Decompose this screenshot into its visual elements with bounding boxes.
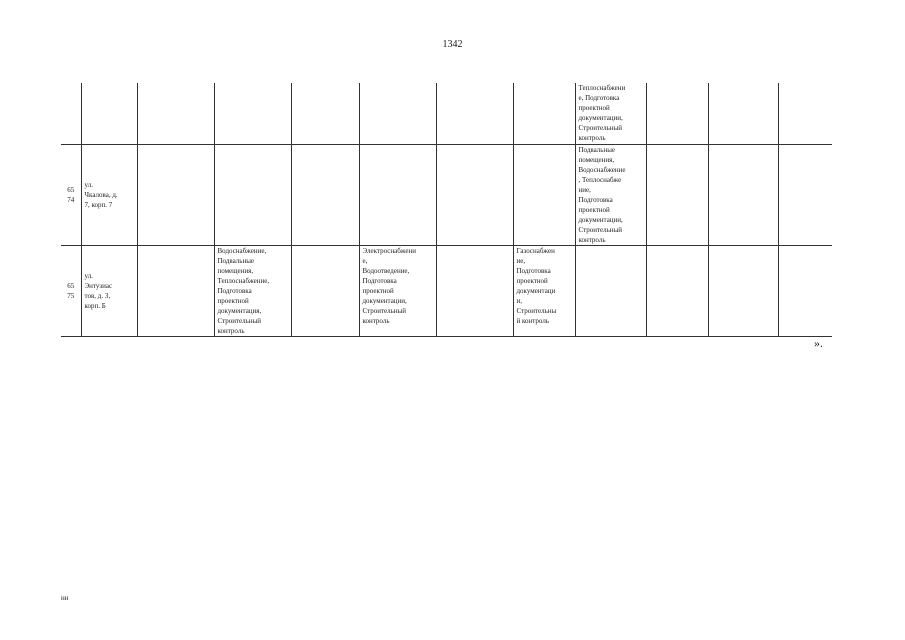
work-types-cell: Электроснабжени е, Водоотведение, Подготовка проектной документации, Строительный контроль	[359, 245, 436, 336]
table-row	[61, 83, 832, 144]
work-types-cell: Подвальные помещения, Водоснабжение , Теплоснабже ние, Подготовка проектной документации, Строительный контроль	[575, 144, 646, 245]
work-types-cell: Теплоснабжени е, Подготовка проектной документации, Строительный контроль	[575, 83, 646, 144]
table-cell	[214, 144, 291, 245]
table-cell	[646, 83, 708, 144]
work-types-cell: Водоснабжение, Подвальные помещения, Теплоснабжение, Подготовка проектной документация, Строительный контроль	[214, 245, 291, 336]
address-table	[61, 83, 832, 337]
table-cell	[291, 83, 359, 144]
address-cell: ул. Чкалова, д. 7, корп. 7	[81, 144, 137, 245]
row-number-cell	[61, 83, 81, 144]
table-cell	[513, 83, 575, 144]
row-number-cell: 65 75	[61, 245, 81, 336]
table-cell	[436, 245, 513, 336]
table-cell	[708, 83, 778, 144]
table-cell	[436, 83, 513, 144]
table-cell	[708, 144, 778, 245]
address-cell: ул. Энтузиас тов, д. 3, корп. Б	[81, 245, 137, 336]
table-row	[61, 245, 832, 336]
table-cell	[708, 245, 778, 336]
table-cell	[359, 83, 436, 144]
table-cell	[646, 245, 708, 336]
page-number: 1342	[442, 39, 463, 50]
table-cell	[359, 144, 436, 245]
table-cell	[778, 144, 832, 245]
table-cell	[137, 144, 214, 245]
row-number-cell: 65 74	[61, 144, 81, 245]
table-cell	[137, 83, 214, 144]
table-cell	[513, 144, 575, 245]
address-cell	[81, 83, 137, 144]
table-cell	[646, 144, 708, 245]
table-cell	[575, 245, 646, 336]
table-cell	[436, 144, 513, 245]
table-cell	[778, 83, 832, 144]
table-cell	[137, 245, 214, 336]
table-cell	[291, 144, 359, 245]
table-cell	[214, 83, 291, 144]
table-cell	[778, 245, 832, 336]
closing-quote-mark: ».	[814, 336, 823, 350]
work-types-cell: Газоснабжен ие, Подготовка проектной документаци и, Строительны й контроль	[513, 245, 575, 336]
footer-mark: нн	[61, 594, 69, 602]
table-row	[61, 144, 832, 245]
table-cell	[291, 245, 359, 336]
